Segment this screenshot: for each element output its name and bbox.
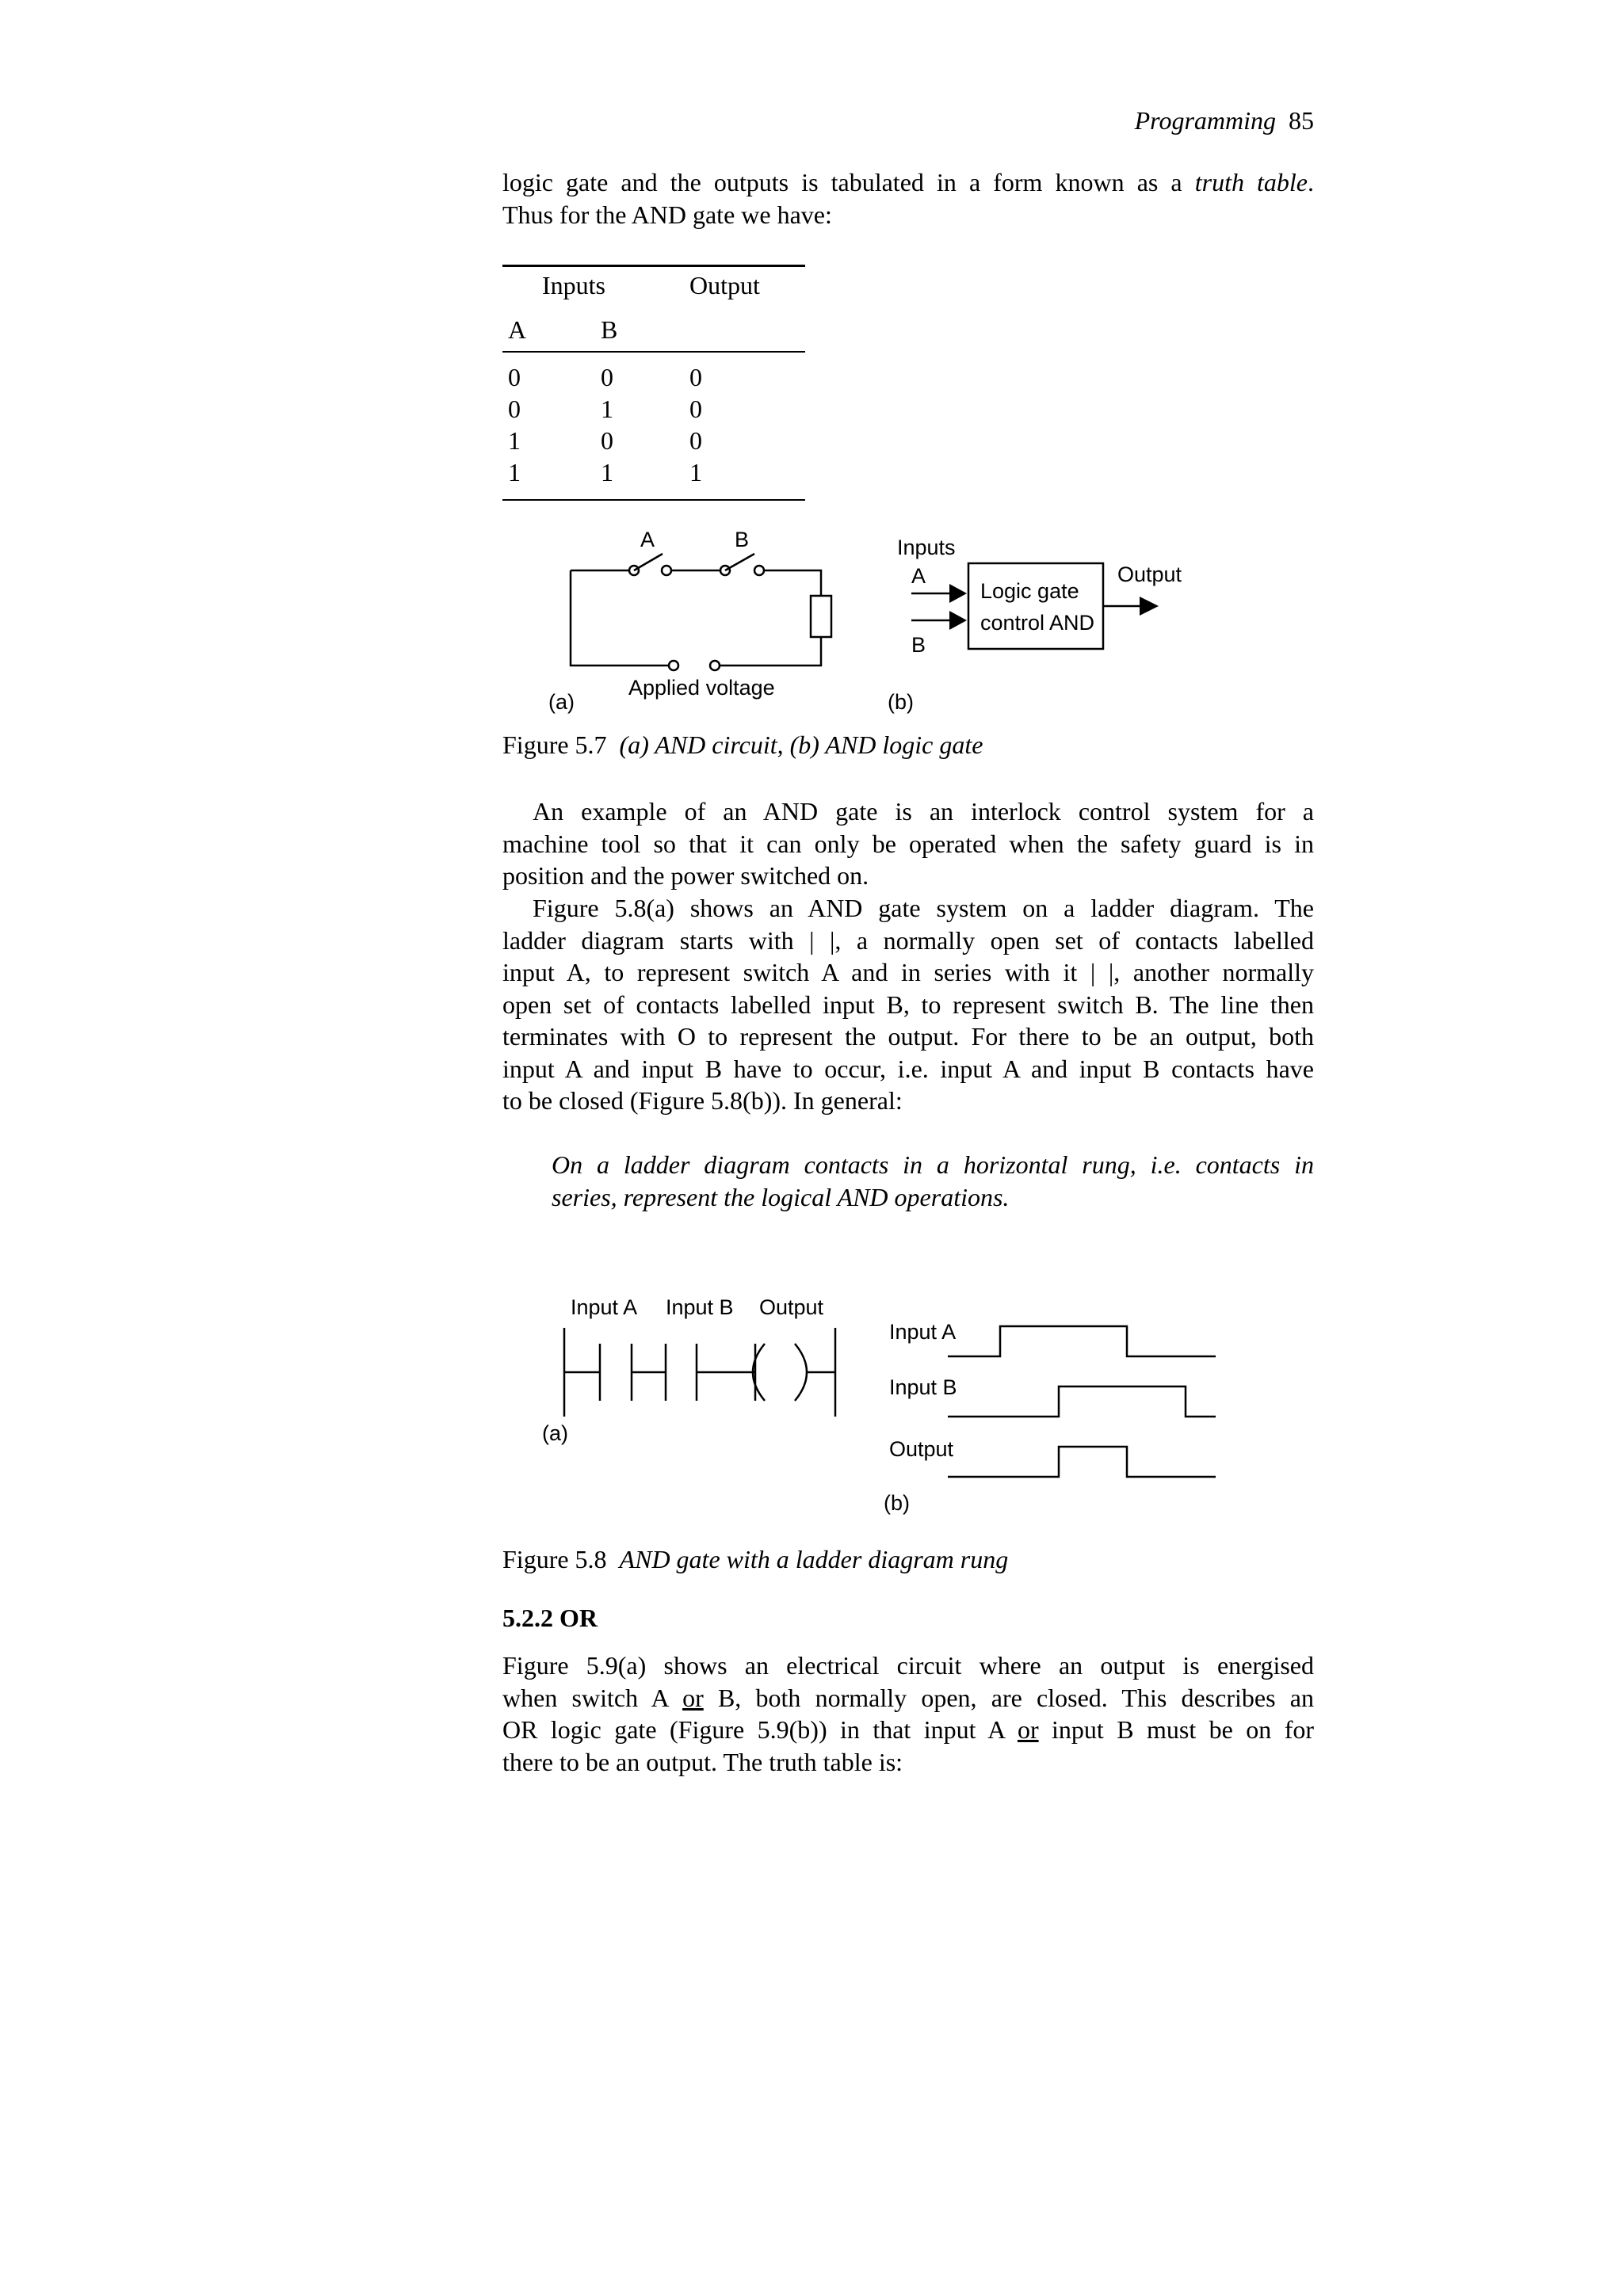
table-cell: 1 (508, 458, 521, 486)
text-line: input A and input B have to occur, i.e. input A and input B contacts have (502, 1054, 1314, 1083)
text-line: ladder diagram starts with | |, a normally open set of contacts labelled (502, 925, 1314, 955)
input-a-waveform (948, 1326, 1216, 1356)
table-cell: 0 (601, 363, 613, 391)
table-cell: 0 (689, 395, 702, 423)
text-line: Figure 5.8(a) shows an AND gate system on a ladder diagram. The (533, 894, 1314, 922)
text-line: position and the power switched on. (502, 861, 869, 890)
subfigure-a-label: (a) (548, 690, 575, 714)
gate-label-line1: Logic gate (980, 579, 1079, 603)
text-line: OR logic gate (Figure 5.9(b)) in that input A or input B must be on for (502, 1715, 1314, 1744)
table-cell: 0 (689, 363, 702, 391)
switch-a-label: A (640, 528, 655, 551)
caption-text: (a) AND circuit, (b) AND logic gate (619, 730, 983, 759)
table-col-b: B (601, 315, 618, 344)
text-line: On a ladder diagram contacts in a horizontal rung, i.e. contacts in (552, 1150, 1314, 1179)
timing-input-b-label: Input B (889, 1375, 957, 1399)
table-col-a: A (508, 315, 527, 344)
text-line: open set of contacts labelled input B, to represent switch B. The line then (502, 990, 1314, 1019)
ladder-rung-diagram (542, 1295, 835, 1445)
timing-subfigure-b: (b) (884, 1491, 910, 1515)
section-heading: 5.2.2 OR (502, 1604, 598, 1632)
table-cell: 1 (601, 458, 613, 486)
output-label: Output (1117, 563, 1182, 586)
table-cell: 0 (508, 395, 521, 423)
page-number: 85 (1289, 106, 1314, 135)
figure-5-8-caption (502, 1545, 1008, 1574)
text-line: Thus for the AND gate we have: (502, 200, 832, 229)
text-line: terminates with O to represent the output. For there to be an output, both (502, 1022, 1314, 1051)
input-b-label: B (911, 633, 926, 657)
text-line: Figure 5.9(a) shows an electrical circuit where an output is energised (502, 1651, 1314, 1680)
text-line: there to be an output. The truth table is: (502, 1747, 903, 1776)
ladder-input-a-label: Input A (571, 1295, 638, 1319)
caption-text: AND gate with a ladder diagram rung (619, 1545, 1009, 1573)
table-cell: 1 (689, 458, 702, 486)
text-line: to be closed (Figure 5.8(b)). In general: (502, 1086, 903, 1115)
timing-input-a-label: Input A (889, 1320, 957, 1344)
paragraph-or-gate (502, 1650, 1314, 1778)
caption-number: Figure 5.7 (502, 730, 607, 759)
table-cell: 0 (508, 363, 521, 391)
ladder-output-label: Output (759, 1295, 824, 1319)
table-output-header: Output (689, 271, 760, 299)
coil-right-arc (795, 1344, 807, 1401)
switch-b-label: B (735, 528, 750, 551)
table-cell: 1 (508, 426, 521, 455)
text-line: An example of an AND gate is an interlock control system for a (533, 797, 1314, 826)
text-line: machine tool so that it can only be operated when the safety guard is in (502, 829, 1314, 858)
inputs-label: Inputs (897, 536, 956, 559)
text-line: when switch A or B, both normally open, are closed. This describes an (502, 1683, 1315, 1712)
text-line: input A, to represent switch A and in series with it | |, another normally (502, 958, 1314, 986)
subfigure-b-label: (b) (888, 690, 914, 714)
timing-diagram (884, 1320, 1216, 1515)
input-b-waveform (948, 1386, 1216, 1417)
input-a-label: A (911, 564, 926, 588)
text-line: series, represent the logical AND operations. (552, 1182, 1010, 1211)
applied-voltage-label: Applied voltage (628, 676, 775, 700)
timing-output-label: Output (889, 1437, 954, 1461)
table-cell: 0 (689, 426, 702, 455)
running-head-title: Programming (1134, 106, 1276, 135)
output-waveform (948, 1447, 1216, 1477)
table-cell: 0 (601, 426, 613, 455)
ladder-subfigure-a: (a) (542, 1421, 568, 1445)
text-line: logic gate and the outputs is tabulated in a form known as a truth table. (502, 168, 1315, 196)
ladder-input-b-label: Input B (666, 1295, 734, 1319)
caption-number: Figure 5.8 (502, 1545, 607, 1573)
table-cell: 1 (601, 395, 613, 423)
gate-label-line2: control AND (980, 611, 1095, 635)
table-inputs-header: Inputs (542, 271, 605, 299)
